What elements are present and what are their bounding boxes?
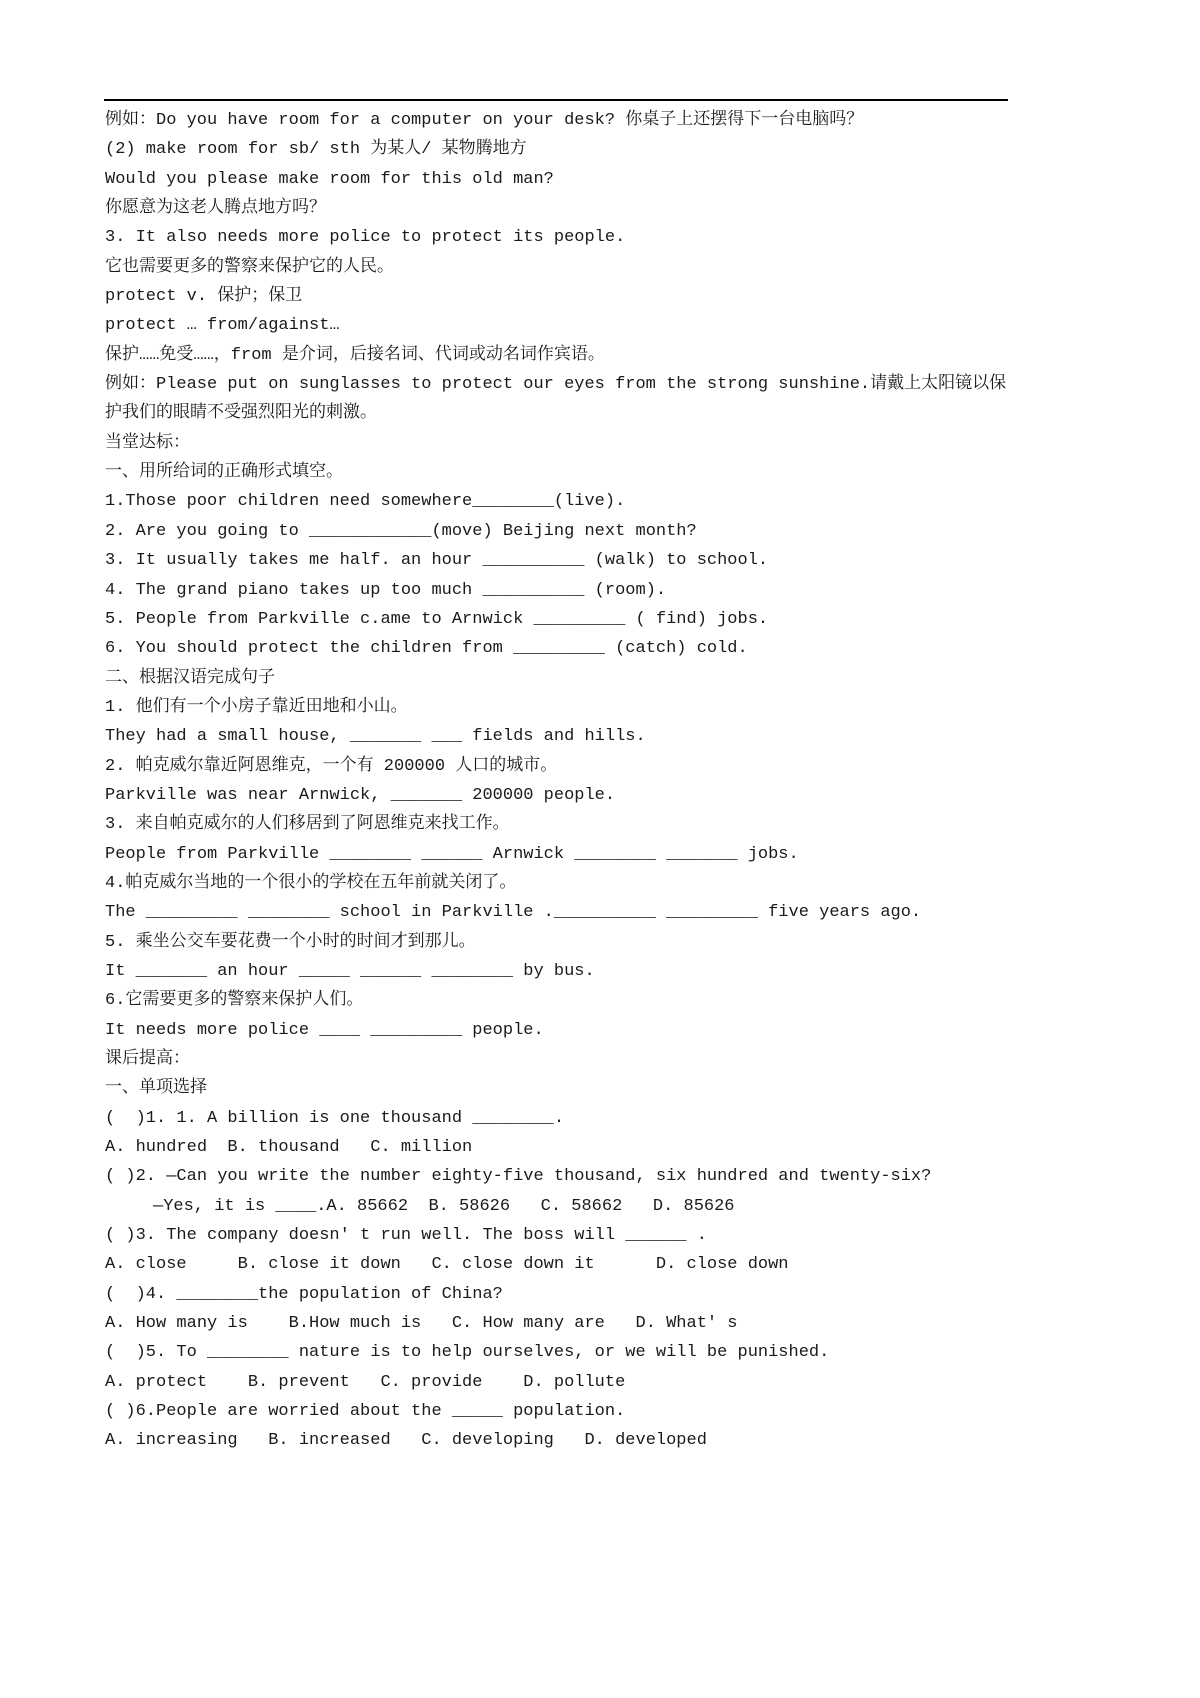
- doc-line: 6.它需要更多的警察来保护人们。: [105, 991, 364, 1011]
- doc-line: 例如：Please put on sunglasses to protect our eyes from the strong sunshine.请戴上太阳镜以保: [105, 375, 1007, 395]
- doc-line: 3. 来自帕克威尔的人们移居到了阿恩维克来找工作。: [105, 815, 510, 835]
- doc-line: The _________ ________ school in Parkville .__________ _________ five years ago.: [105, 903, 922, 923]
- doc-line: ( )4. ________the population of China?: [105, 1284, 503, 1304]
- doc-line: It needs more police ____ _________ people.: [105, 1020, 544, 1040]
- doc-line: ( )6.People are worried about the _____ population.: [105, 1402, 626, 1422]
- doc-line: A. hundred B. thousand C. million: [105, 1138, 473, 1158]
- doc-line: A. How many is B.How much is C. How many are D. What' s: [105, 1314, 738, 1334]
- section-heading-fill-in: 一、用所给词的正确形式填空。: [105, 463, 343, 483]
- doc-line: A. increasing B. increased C. developing D. developed: [105, 1431, 707, 1451]
- doc-line: 3. It usually takes me half. an hour __________ (walk) to school.: [105, 551, 769, 571]
- doc-line: 1. 他们有一个小房子靠近田地和小山。: [105, 697, 408, 717]
- section-heading-complete-sentences: 二、根据汉语完成句子: [105, 668, 275, 688]
- doc-line: A. close B. close it down C. close down it D. close down: [105, 1255, 789, 1275]
- doc-line: A. protect B. prevent C. provide D. pollute: [105, 1372, 626, 1392]
- doc-line: protect v. 保护；保卫: [105, 287, 303, 307]
- header-rule: [104, 99, 1008, 101]
- doc-line: 2. 帕克威尔靠近阿恩维克，一个有 200000 人口的城市。: [105, 756, 558, 776]
- section-heading-multiple-choice: 一、单项选择: [105, 1079, 207, 1099]
- doc-line: 你愿意为这老人腾点地方吗？: [105, 199, 326, 219]
- doc-line: 5. 乘坐公交车要花费一个小时的时间才到那儿。: [105, 932, 476, 952]
- doc-line: People from Parkville ________ ______ Arnwick ________ _______ jobs.: [105, 844, 799, 864]
- doc-line: 6. You should protect the children from _________ (catch) cold.: [105, 639, 748, 659]
- doc-line: protect … from/against…: [105, 316, 340, 336]
- doc-line: —Yes, it is ____.A. 85662 B. 58626 C. 58662 D. 85626: [153, 1196, 735, 1216]
- doc-line: 3. It also needs more police to protect its people.: [105, 228, 626, 248]
- doc-line: ( )3. The company doesn' t run well. The boss will ______ .: [105, 1226, 707, 1246]
- section-heading-dangtangdabiao: 当堂达标：: [105, 433, 190, 453]
- doc-line: They had a small house, _______ ___ fields and hills.: [105, 727, 646, 747]
- section-heading-kehoutigao: 课后提高：: [105, 1050, 190, 1069]
- doc-line: ( )5. To ________ nature is to help ourselves, or we will be punished.: [105, 1343, 830, 1363]
- doc-line: 4. The grand piano takes up too much __________ (room).: [105, 580, 667, 600]
- document-content: [105, 106, 1115, 1456]
- doc-line: 5. People from Parkville c.ame to Arnwick _________ ( find) jobs.: [105, 609, 769, 629]
- doc-line: 例如：Do you have room for a computer on your desk? 你桌子上还摆得下一台电脑吗？: [105, 111, 864, 130]
- doc-line: Would you please make room for this old man?: [105, 169, 554, 189]
- doc-line: ( )2. —Can you write the number eighty-five thousand, six hundred and twenty-six?: [105, 1167, 932, 1187]
- doc-line: 2. Are you going to ____________(move) Beijing next month?: [105, 521, 697, 541]
- doc-line: ( )1. 1. A billion is one thousand ________.: [105, 1108, 565, 1128]
- doc-line: It _______ an hour _____ ______ ________ by bus.: [105, 961, 595, 981]
- doc-line: 护我们的眼睛不受强烈阳光的刺激。: [105, 404, 377, 424]
- doc-line: 它也需要更多的警察来保护它的人民。: [105, 257, 394, 277]
- doc-line: 4.帕克威尔当地的一个很小的学校在五年前就关闭了。: [105, 873, 517, 893]
- doc-line: 1.Those poor children need somewhere________(live).: [105, 492, 626, 512]
- doc-line: 保护……免受……，from 是介词，后接名词、代词或动名词作宾语。: [105, 345, 605, 365]
- doc-line: (2) make room for sb/ sth 为某人/ 某物腾地方: [105, 140, 527, 160]
- doc-line: Parkville was near Arnwick, _______ 200000 people.: [105, 785, 616, 805]
